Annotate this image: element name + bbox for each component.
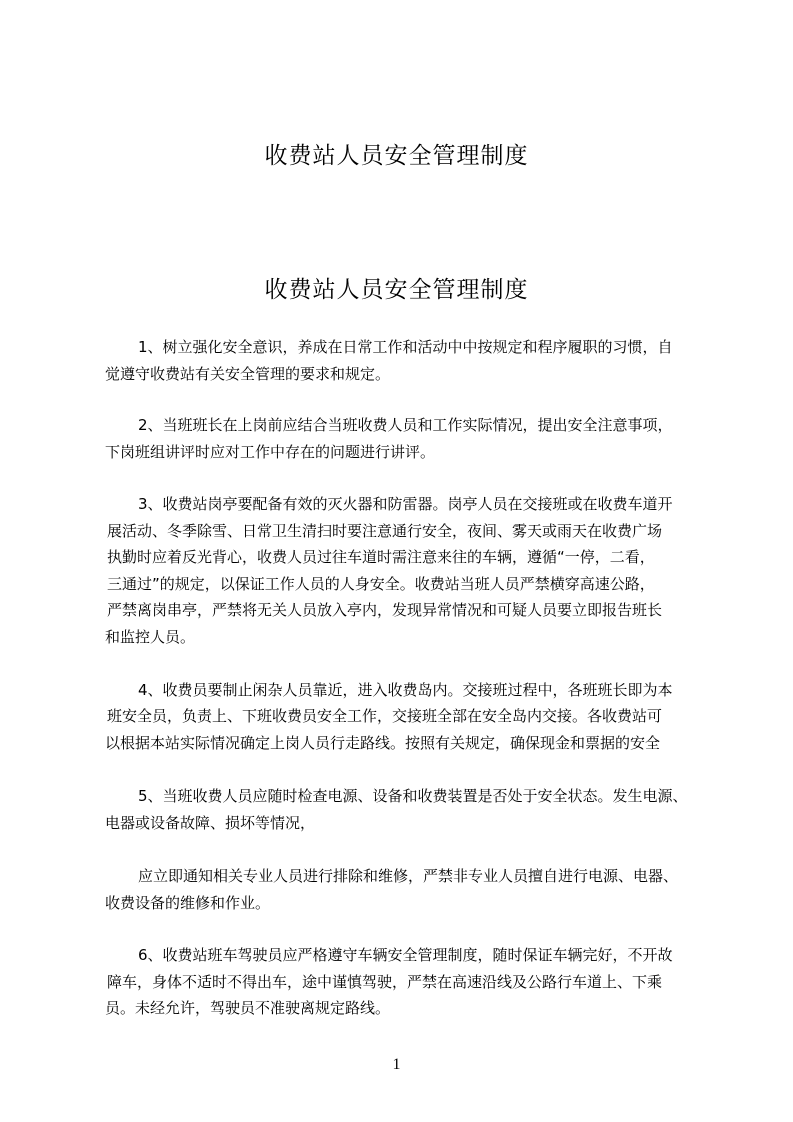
paragraph-1-line-2: 觉遵守收费站有关安全管理的要求和规定。	[105, 365, 391, 383]
section-title: 收费站人员安全管理制度	[264, 277, 529, 303]
paragraph-5-line-2: 电器或设备故障、损坏等情况，	[105, 814, 316, 832]
paragraph-6-line-1: 应立即通知相关专业人员进行排除和维修，严禁非专业人员擅自进行电源、电器、	[138, 867, 679, 885]
document-title: 收费站人员安全管理制度	[264, 143, 529, 169]
paragraph-1-line-1: 1、树立强化安全意识，养成在日常工作和活动中中按规定和程序履职的习惯，自	[138, 338, 673, 356]
paragraph-3-line-2: 展活动、冬季除雪、日常卫生清扫时要注意通行安全，夜间、雾天或雨天在收费广场	[107, 522, 663, 540]
paragraph-3-line-3: 执勤时应着反光背心，收费人员过往车道时需注意来往的车辆，遵循“一停，二看，	[107, 548, 655, 566]
paragraph-7-line-2: 障车，身体不适时不得出车，途中谨慎驾驶，严禁在高速沿线及公路行车道上、下乘	[107, 973, 663, 991]
paragraph-3-line-1: 3、收费站岗亭要配备有效的灭火器和防雷器。岗亭人员在交接班或在收费车道开	[138, 495, 673, 513]
paragraph-4-line-3: 以根据本站实际情况确定上岗人员行走路线。按照有关规定，确保现金和票据的安全	[105, 734, 661, 752]
paragraph-4-line-1: 4、收费员要制止闲杂人员靠近，进入收费岛内。交接班过程中，各班班长即为本	[138, 681, 673, 699]
paragraph-3-line-5: 严禁离岗串亭，严禁将无关人员放入亭内，发现异常情况和可疑人员要立即报告班长	[107, 601, 663, 619]
paragraph-3-line-4: 三通过”的规定，以保证工作人员的人身安全。收费站当班人员严禁横穿高速公路，	[107, 575, 655, 593]
paragraph-7-line-3: 员。未经允许，驾驶员不准驶离规定路线。	[105, 999, 391, 1017]
paragraph-7-line-1: 6、收费站班车驾驶员应严格遵守车辆安全管理制度，随时保证车辆完好，不开故	[138, 946, 673, 964]
paragraph-6-line-2: 收费设备的维修和作业。	[105, 894, 271, 912]
paragraph-3-line-6: 和监控人员。	[105, 628, 196, 646]
paragraph-2-line-2: 下岗班组讲评时应对工作中存在的问题进行讲评。	[105, 443, 436, 461]
paragraph-5-line-1: 5、当班收费人员应随时检查电源、设备和收费装置是否处于安全状态。发生电源、	[138, 787, 688, 805]
paragraph-2-line-1: 2、当班班长在上岗前应结合当班收费人员和工作实际情况，提出安全注意事项，	[138, 416, 673, 434]
page-number: 1	[392, 1056, 401, 1073]
paragraph-4-line-2: 班安全员，负责上、下班收费员安全工作，交接班全部在安全岛内交接。各收费站可	[107, 707, 663, 725]
